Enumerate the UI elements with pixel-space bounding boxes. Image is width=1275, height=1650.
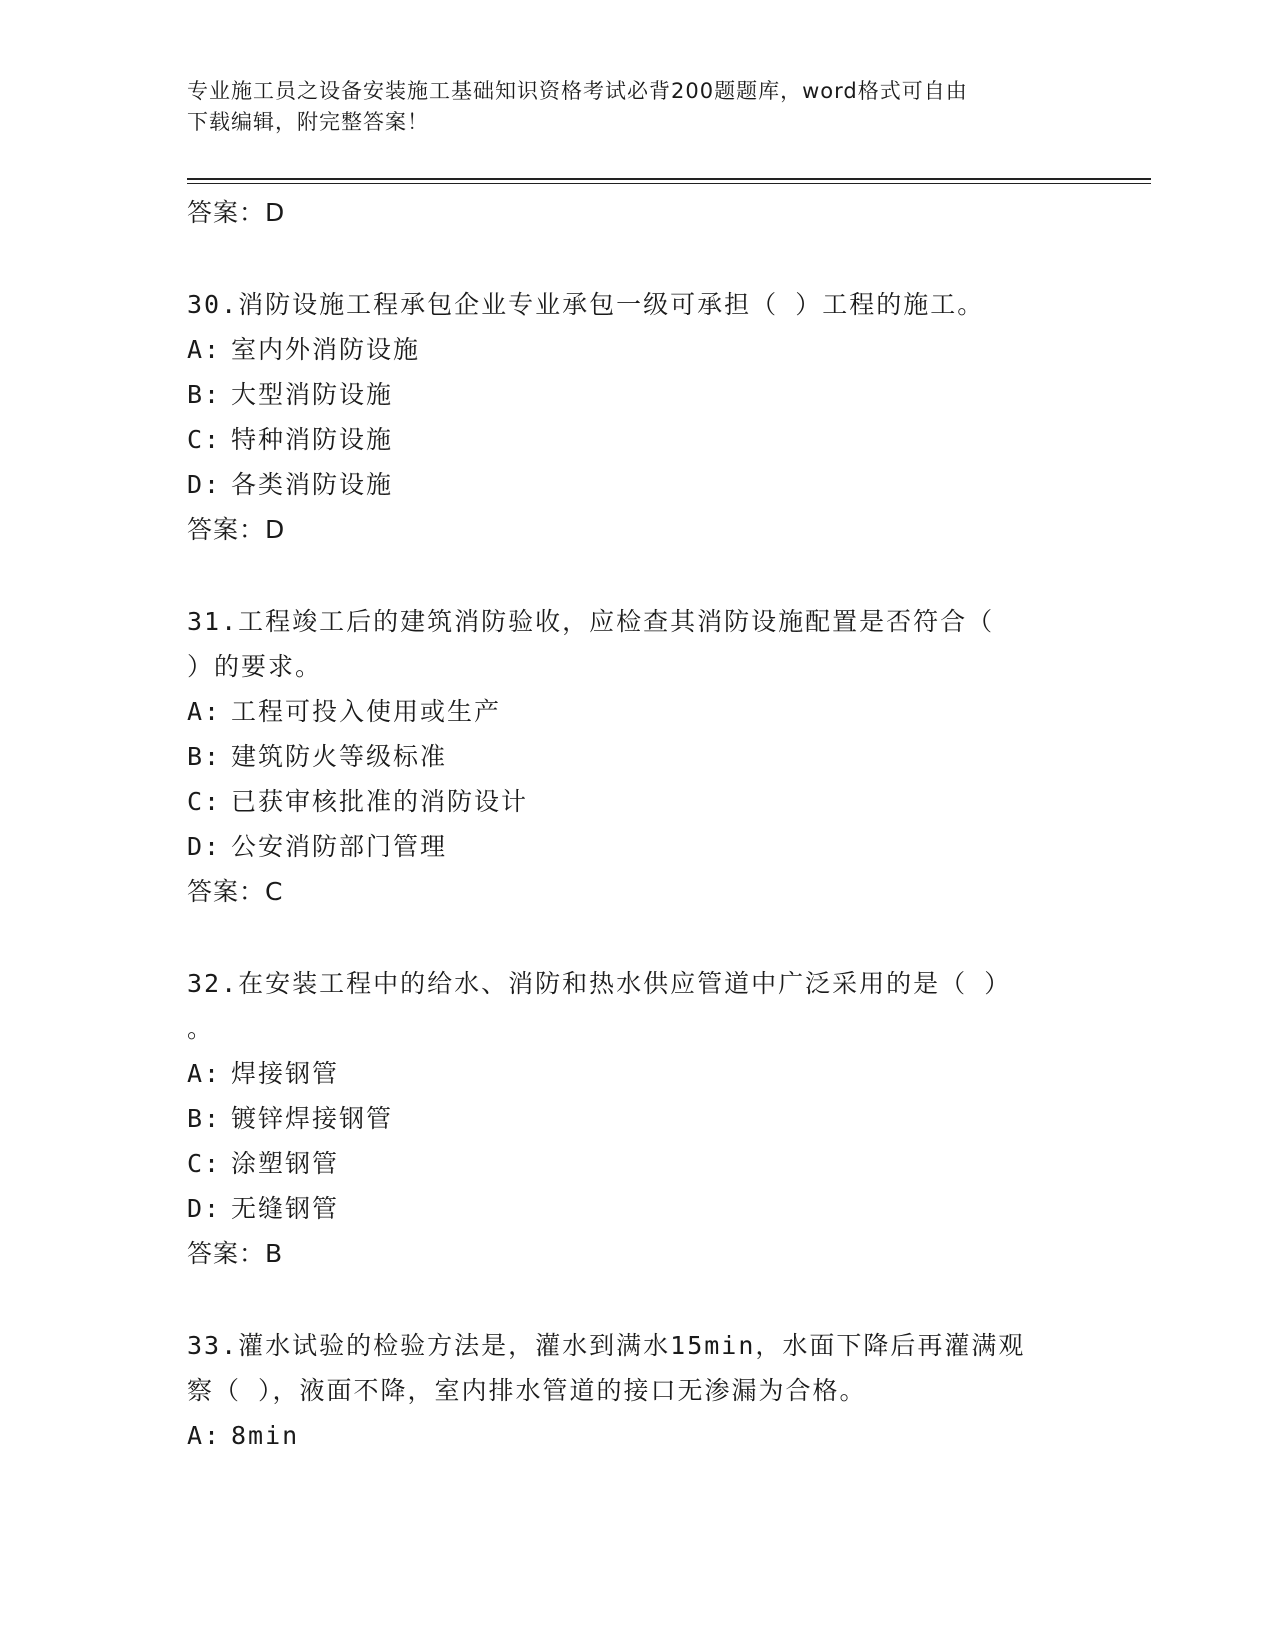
spacer xyxy=(187,235,1087,282)
option-text: 室内外消防设施 xyxy=(231,335,421,364)
option-text: 已获审核批准的消防设计 xyxy=(231,787,529,816)
document-header xyxy=(187,76,1067,138)
spacer xyxy=(187,914,1087,961)
option-a xyxy=(187,327,1087,372)
option-letter: C: xyxy=(187,1149,222,1178)
option-letter: B: xyxy=(187,380,222,409)
question-30 xyxy=(187,282,1067,327)
option-d xyxy=(187,1186,1087,1231)
option-text: 涂塑钢管 xyxy=(231,1149,340,1178)
question-31 xyxy=(187,599,1067,689)
option-letter: D: xyxy=(187,1194,222,1223)
option-letter: C: xyxy=(187,787,222,816)
header-rule-top xyxy=(187,178,1151,180)
option-letter: D: xyxy=(187,832,222,861)
spacer xyxy=(187,1276,1087,1323)
option-text: 各类消防设施 xyxy=(231,470,394,499)
option-c xyxy=(187,417,1087,462)
header-line-2: 下载编辑，附完整答案！ xyxy=(187,110,429,134)
option-a xyxy=(187,1413,1087,1458)
option-letter: B: xyxy=(187,742,222,771)
answer-line: 答案：D xyxy=(187,515,286,544)
option-letter: B: xyxy=(187,1104,222,1133)
question-list xyxy=(187,190,1087,1458)
answer-line: 答案：B xyxy=(187,1239,284,1268)
question-text-line: 。 xyxy=(187,1014,215,1043)
question-text-line: 33.灌水试验的检验方法是，灌水到满水15min，水面下降后再灌满观 xyxy=(187,1331,1026,1360)
option-letter: A: xyxy=(187,1059,222,1088)
option-b xyxy=(187,734,1087,779)
option-a xyxy=(187,1051,1087,1096)
option-text: 公安消防部门管理 xyxy=(231,832,448,861)
question-text-line: 30.消防设施工程承包企业专业承包一级可承担（ ）工程的施工。 xyxy=(187,290,985,319)
question-text-line: ）的要求。 xyxy=(187,652,323,681)
question-text-line: 察（ ），液面不降，室内排水管道的接口无渗漏为合格。 xyxy=(187,1376,867,1405)
option-b xyxy=(187,1096,1087,1141)
option-c xyxy=(187,779,1087,824)
option-letter: A: xyxy=(187,335,222,364)
option-letter: A: xyxy=(187,697,222,726)
question-text-line: 31.工程竣工后的建筑消防验收，应检查其消防设施配置是否符合（ xyxy=(187,607,995,636)
option-text: 无缝钢管 xyxy=(231,1194,340,1223)
header-rule-bottom xyxy=(187,183,1151,184)
option-text: 建筑防火等级标准 xyxy=(231,742,448,771)
option-d xyxy=(187,824,1087,869)
option-letter: C: xyxy=(187,425,222,454)
question-33 xyxy=(187,1323,1067,1413)
option-a xyxy=(187,689,1087,734)
option-b xyxy=(187,372,1087,417)
option-text: 大型消防设施 xyxy=(231,380,394,409)
option-text: 特种消防设施 xyxy=(231,425,394,454)
question-text-line: 32.在安装工程中的给水、消防和热水供应管道中广泛采用的是（ ） xyxy=(187,969,1012,998)
option-d xyxy=(187,462,1087,507)
option-letter: D: xyxy=(187,470,222,499)
option-text: 8min xyxy=(231,1421,300,1450)
answer-line: 答案：C xyxy=(187,877,284,906)
option-letter: A: xyxy=(187,1421,222,1450)
option-text: 工程可投入使用或生产 xyxy=(231,697,502,726)
option-text: 焊接钢管 xyxy=(231,1059,340,1088)
option-text: 镀锌焊接钢管 xyxy=(231,1104,394,1133)
spacer xyxy=(187,552,1087,599)
option-c xyxy=(187,1141,1087,1186)
header-line-1: 专业施工员之设备安装施工基础知识资格考试必背200题题库，word格式可自由 xyxy=(187,79,968,103)
question-32 xyxy=(187,961,1067,1051)
answer-line: 答案：D xyxy=(187,198,286,227)
